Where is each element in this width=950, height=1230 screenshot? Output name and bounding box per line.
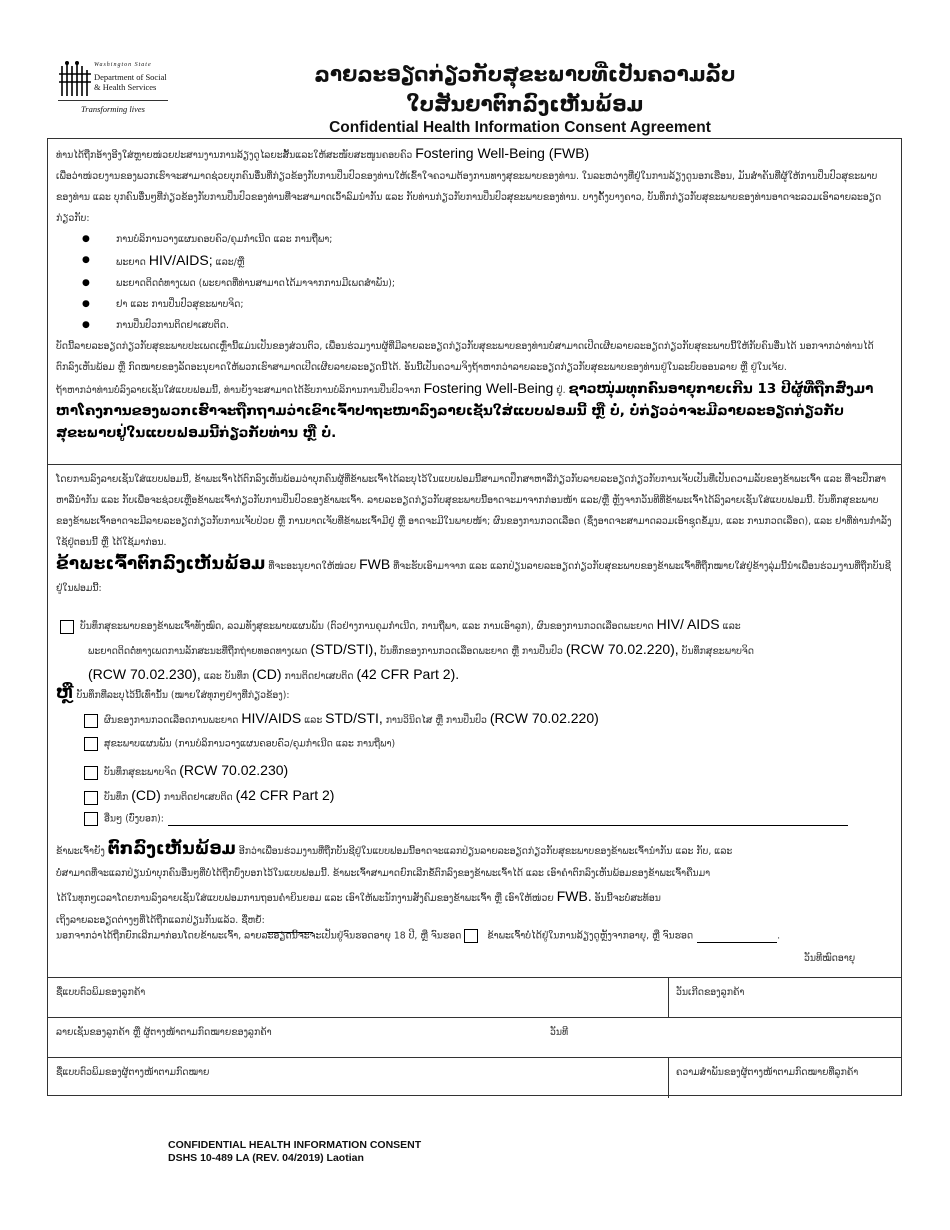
- reproductive-health-checkbox[interactable]: [84, 737, 98, 751]
- consent-section: [48, 465, 901, 977]
- expiration-date-input[interactable]: [697, 931, 777, 943]
- client-name-row: [48, 978, 901, 1018]
- footer-form-title: CONFIDENTIAL HEALTH INFORMATION CONSENT: [168, 1139, 422, 1151]
- other-checkbox[interactable]: [84, 812, 98, 826]
- list-item: ● ພະຍາດຕິດຕໍ່ທາງເພດ (ພະຍາດທີ່ທ່ານສາມາດໄດ້ມາຈາກການມີເພດສໍາພັນ);: [116, 273, 893, 294]
- chemical-dependency-checkbox[interactable]: [84, 791, 98, 805]
- intro-paragraph-4: ຖ້າຫາກວ່າທ່ານບໍ່ລົງລາຍເຊັນໃສ່ແບບຟອມນີ້, ທ່ານຍັງຈະສາມາດໄດ້ຮັບການບໍລິການການປິ່ນປົວຈາກ Fostering Well-Being ຢູ່. ຊາວໜຸ່ມທຸກຄົນອາຍຸກາຍເກີນ 13 ປີຜູ້ທີ່ຖືກສົ່ງມາຫາໂຄງການຂອງພວກເຮົາຈະຖືກຖາມວ່າເຂົາເຈົ້າປາຖະໜາລົງລາຍເຊັນໃສ່ແບບຟອມນີ້ ຫຼື ບໍ່, ບໍ່ກ່ຽວວ່າຈະມີລາຍລະອຽດກ່ຽວກັບສຸຂະພາບຢູ່ໃນແບບຟອມນີ້ກ່ຽວກັບທ່ານ ຫຼື ບໍ່.: [56, 380, 874, 441]
- hiv-std-checkbox[interactable]: [84, 714, 98, 728]
- client-birth-field[interactable]: ວັນເກີດຂອງລູກຄ້າ: [676, 987, 745, 998]
- representative-name-field[interactable]: ຊື່ແບບຕົວພິມຂອງຜູ້ຕາງໜ້າຕາມກົດໝາຍ: [56, 1067, 210, 1078]
- option-all-records: ບັນທຶກສຸຂະພາບຂອງຂ້າພະເຈົ້າທັງໝົດ, ລວມທັງສຸຂະພາບແຜນພັນ (ຕົວຢ່າງການຄຸມກໍາເນີດ, ການຖືພາ, ແລະ ການເອົາລູກ), ຜົນຂອງການກວດເລືອດພະຍາດ HIV/ AIDS ແລະ ພະຍາດຕິດຕໍ່ທາງເພດການລັກສະນະທີ່ຖືກຖ່າຍທອດທາງເພດ (STD/STI), ບັນທຶກຂອງການກວດເລືອດພະຍາດ ຫຼື ການປິ່ນປົວ (RCW 70.02.220), ບັນທຶກສຸຂະພາບຈິດ (RCW 70.02.230), ແລະ ບັນທຶກ (CD) ການຕິດຢາເສບຕິດ (42 CFR Part 2).: [60, 613, 880, 688]
- representative-relationship-field[interactable]: ຄວາມສໍາພັນຂອງຜູ້ຕາງໜ້າຕາມກົດໝາຍທີ່ລູກຄ້າ: [676, 1067, 859, 1078]
- intro-section: [48, 139, 901, 465]
- option-mental-health: ບັນທຶກສຸຂະພາບຈິດ (RCW 70.02.230): [84, 762, 288, 780]
- expiration-statement: ນອກຈາກວ່າໄດ້ຖືກຍົກເລີກມາກ່ອນໂດຍຂ້າພະເຈົ້າ, ລາຍລະອຽດນີ້ຈະຈະເປັນຢູ່ຈົນຮອດອາຍຸ 18 ປີ, ຫຼື ຈົນຮອດ ຂ້າພະເຈົ້າບໍ່ໄດ້ຢູ່ໃນການລ້ຽງດູຫຼັງຈາກອາຍຸ, ຫຼື ຈົນຮອດ .: [56, 930, 781, 942]
- client-signature-field[interactable]: ລາຍເຊັນຂອງລູກຄ້າ ຫຼື ຜູ້ຕາງໜ້າຕາມກົດໝາຍຂອງລູກຄ້າ: [56, 1027, 272, 1038]
- consent-paragraph-2: ຂ້າພະເຈົ້າຍັງ ຕົກລົງເຫັນພ້ອມ ອີກວ່າເພື່ອນຮ່ວມງານທີ່ຖືກບັນຊີຢູ່ໃນແບບຟອມນີ້ອາດຈະແລກປ່ຽນລາຍລະອຽດກ່ຽວກັບສຸຂະພາບຂອງຂ້າພະເຈົ້ານໍາກັນ ແລະ ກັບ, ແລະ ບໍ່ສາມາດທີ່ຈະແລກປ່ຽນນໍາບຸກຄົນອື່ນໆທີ່ບໍ່ໄດ້ຖືກບົ່ງບອກໄວ້ໃນແບບຟອມນີ້. ຂ້າພະເຈົ້າສາມາດຍົກເລີກຂໍ້ຕົກລົງຂອງຂ້າພະເຈົ້າໄດ້ ແລະ ເອົາຄໍາຕົກລົງເຫັນພ້ອມຂອງຂ້າພະເຈົ້າຄືນມາ ໄດ້ໃນທຸກໆເວລາໂດຍການລົງລາຍເຊັນໃສ່ແບບຟອມການຖອນຄໍາຍິນຍອມ ແລະ ເອົາໃຫ້ພະນັກງານສັງຄົມຂອງຂ້າພະເຈົ້າ ຫຼື ເອົາໃຫ້ໜ່ວຍ FWB. ອັນນີ້ຈະບໍ່ສະທ້ອນ ເຖິງລາຍລະອຽດຕ່າງໆທີ່ໄດ້ຖືກແລກປ່ຽນກັນແລ້ວ. ຊື່ຫຍໍ້:: [56, 838, 886, 933]
- option-reproductive-health: ສຸຂະພາບແຜນພັນ (ການບໍລິການວາງແຜນຄອບຄົວ/ຄຸມກໍາເນີດ ແລະ ການຖືພາ): [84, 737, 395, 751]
- consent-paragraph-1: ໂດຍການລົງລາຍເຊັນໃສ່ແບບຟອມນີ້, ຂ້າພະເຈົ້າໄດ້ຕົກລົງເຫັນພ້ອມວ່າບຸກຄົນຜູ້ທີ່ຂ້າພະເຈົ້າໄດ້ລະບຸໄວ້ໃນແບບຟອມນີ້ສາມາດປຶກສາຫາລືກ່ຽວກັບລາຍລະອຽດກ່ຽວກັບການເຈັບເປັນທີ່ເປັນຄວາມລັບຂອງຂ້າພະເຈົ້າ ແລະ ທີ່ຈະປຶກສາຫາລືນໍາກັນ ແລະ ກັບເພື່ອຈະຊ່ວຍເຫຼືອຂ້າພະເຈົ້າກ່ຽວກັບການປິ່ນປົວຂອງຂ້າພະເຈົ້າ. ລາຍລະອຽດກ່ຽວກັບສຸຂະພາບນີ້ອາດຈະມາຈາກກ່ອນໜ້າ ແລະ/ຫຼື ຫຼັງຈາກວັນທີທີ່ຂ້າພະເຈົ້າໄດ້ລົງລາຍເຊັນໃສ່ແບບຟອມນີ້. ບັນທຶກສຸຂະພາບຂອງຂ້າພະເຈົ້າອາດຈະມີລາຍລະອຽດກ່ຽວກັບການເຈັບປ່ວຍ ຫຼື ການບາດເຈັບທີ່ຂ້າພະເຈົ້າມີຢູ່ ຫຼື ອາດຈະມີໃນພາຍໜ້າ; ຜົນຂອງການກວດເລືອດ (ຊຶ່ງອາດຈະສາມາດລວມເອົາຊຸດຂໍ້ມູນ, ແລະ ການກວດເລືອດ), ແລະ ຢາທີ່ທ່ານກໍາລັງໃຊ້ຢູ່ຕອນນີ້ ຫຼື ໄດ້ໃຊ້ມາກ່ອນ.: [56, 474, 892, 548]
- signature-date-field[interactable]: ວັນທີ: [550, 1027, 569, 1038]
- list-item: ● ການປິ່ນປົວການຕິດຢາເສບຕິດ.: [116, 315, 893, 336]
- client-signature-row: [48, 1018, 901, 1058]
- logo-tagline: Transforming lives: [81, 104, 145, 114]
- health-info-list: [56, 229, 893, 336]
- list-item: ● ຢາ ແລະ ການປິ່ນປົວສຸຂະພາບຈິດ;: [116, 294, 893, 315]
- intro-paragraph-3: ບັດນີ້ລາຍລະອຽດກ່ຽວກັບສຸຂະພາບປະເພດເຫຼົ່ານີ້ແມ່ນເປັນຂອງສ່ວນຕົວ, ເພື່ອນຮ່ວມງານຜູ້ທີ່ມີລາຍລະອຽດກ່ຽວກັບສຸຂະພາບຂອງທ່ານບໍ່ສາມາດເປີດເຜີຍລາຍລະອຽດກ່ຽວກັບສຸຂະພາບນີ້ໃຫ້ກັບຄົນອື່ນໄດ້ ນອກຈາກວ່າທ່ານໄດ້ຕົກລົງເຫັນພ້ອມ ຫຼື ກົດໝາຍຂອງລັດອະນຸຍາດໃຫ້ພວກເຮົາສາມາດເປີດເຜີຍລາຍລະອຽດນີ້ໄດ້. ອັນນີ້ເປັນຄວາມຈິງຖ້າຫາກວ່າລາຍລະອຽດກ່ຽວກັບສຸຂະພາບຂອງທ່ານຢູ່ໃນລະບົບອອນລາຍ ຫຼື ຢູ່ໃນເຈ້ຍ.: [56, 341, 874, 373]
- signature-table: [48, 977, 901, 1098]
- intro-paragraph-2: ເພື່ອວ່າໜ່ວຍງານຂອງພວກເຮົາຈະສາມາດຊ່ວຍບຸກຄົນອື່ນທີ່ກ່ຽວຂ້ອງກັບການປິ່ນປົວຂອງທ່ານໃຫ້ເຂົ້າໃຈຄວາມຕ້ອງການທາງສຸຂະພາບຂອງທ່ານ. ໃນລະຫວ່າງທີ່ຢູ່ໃນການລ້ຽງດູນອກເຮືອນ, ມັນສໍາຄັນທີ່ຜູ້ໃຫ້ການປິ່ນປົວສຸຂະພາບຂອງທ່ານ ແລະ ບຸກຄົນອື່ນໆທີ່ກ່ຽວຂ້ອງກັບການປິ່ນປົວຂອງທ່ານທີ່ຈະສາມາດເວົ້າລົມນໍາກັນ ແລະ ກັບທ່ານກ່ຽວກັບການປິ່ນປົວສຸຂະພາບຂອງທ່ານ. ບາງຄັ້ງບາງຄາວ, ບັນທຶກກ່ຽວກັບສຸຂະພາບຂອງທ່ານອາດຈະລວມເອົາລາຍລະອຽດກ່ຽວກັບ:: [56, 171, 882, 224]
- footer-form-number: DSHS 10-489 LA (REV. 04/2019) Laotian: [168, 1152, 364, 1164]
- out-of-care-checkbox[interactable]: [464, 929, 478, 943]
- or-specific-records: ຫຼື ບັນທຶກທີ່ລະບຸໄວ້ນີ້ເທົ່ານັ້ນ (ໝາຍໃສ່ທຸກໆຢ່າງທີ່ກ່ຽວຂ້ອງ):: [56, 683, 290, 703]
- option-hiv-std: ຜົນຂອງການກວດເລືອດການພະຍາດ HIV/AIDS ແລະ STD/STI, ການວິນິດໄສ ຫຼື ການປິ່ນປົວ (RCW 70.02.220): [84, 710, 599, 728]
- intro-paragraph-1: ທ່ານໄດ້ຖືກອ້າງອີງໃສ່ຫຼາຍໜ່ວຍປະສານງານການລ້ຽງດູໄລຍະສັ້ນແລະໃຫ້ສະໜັບສະໜູນຄອບຄົວ Fostering Well-Being (FWB): [56, 145, 590, 161]
- agree-statement: ຂ້າພະເຈົ້າຕົກລົງເຫັນພ້ອມ ທີ່ຈະອະນຸຍາດໃຫ້ໜ່ວຍ FWB ທີ່ຈະຮັບເອົາມາຈາກ ແລະ ແລກປ່ຽນລາຍລະອຽດກ່ຽວກັບສຸຂະພາບຂອງຂ້າພະເຈົ້າທີ່ຖືກໝາຍໃສ່ຢູ່ຂ້າງລຸ່ມນີ້ນໍາເພື່ອນຮ່ວມງານທີ່ຖືກບັນຊີຢູ່ໃນຟອມນີ້:: [56, 554, 892, 594]
- list-item: ● ພະຍາດ HIV/AIDS; ແລະ/ຫຼື: [116, 250, 893, 273]
- logo-agency: Department of Social & Health Services: [94, 72, 167, 92]
- page-title-english: Confidential Health Information Consent Agreement: [329, 119, 711, 136]
- option-chemical-dependency: ບັນທຶກ (CD) ການຕິດຢາເສບຕິດ (42 CFR Part 2): [84, 787, 334, 805]
- page-title-lao-1: ລາຍລະອຽດກ່ຽວກັບສຸຂະພາບທີ່ເປັນຄວາມລັບ: [314, 62, 736, 86]
- dshs-logo-mark-icon: [58, 60, 92, 98]
- option-other: ອື່ນໆ (ບົ່ງບອກ):: [84, 812, 848, 826]
- page-title-lao-2: ໃບສັນຍາຕົກລົງເຫັນພ້ອມ: [406, 92, 644, 116]
- client-name-field[interactable]: ຊື່ແບບຕົວພິມຂອງລູກຄ້າ: [56, 987, 146, 998]
- all-records-checkbox[interactable]: [60, 620, 74, 634]
- dshs-logo: [58, 58, 168, 120]
- logo-state: Washington State: [94, 62, 152, 68]
- mental-health-checkbox[interactable]: [84, 766, 98, 780]
- list-item: ● ການບໍລິການວາງແຜນຄອບຄົວ/ຄຸມກໍາເນີດ ແລະ ການຖືພາ;: [116, 229, 893, 250]
- consent-form-box: [47, 138, 902, 1096]
- expiration-date-label: ວັນທີໝົດອາຍຸ: [804, 953, 856, 964]
- other-input[interactable]: [168, 814, 848, 826]
- representative-row: [48, 1058, 901, 1098]
